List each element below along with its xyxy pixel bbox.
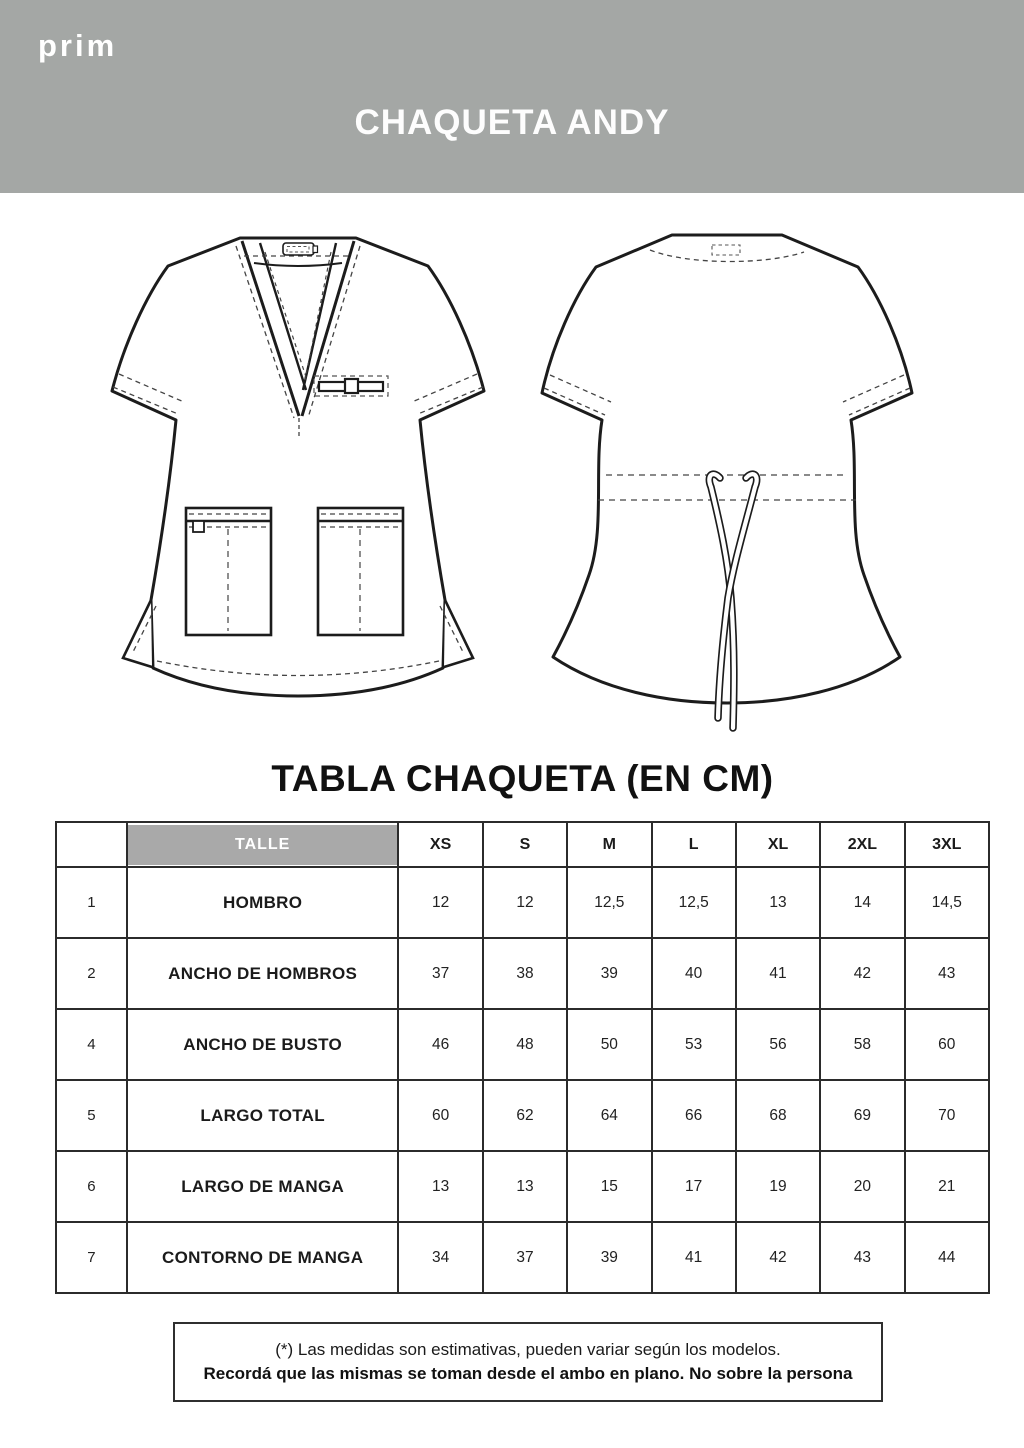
row-number: 6 <box>56 1151 127 1222</box>
measure-value: 43 <box>905 938 989 1009</box>
size-table <box>55 821 990 1294</box>
garment-front-illustration <box>103 230 507 708</box>
row-number: 1 <box>56 867 127 938</box>
measure-name: ANCHO DE BUSTO <box>127 1009 399 1080</box>
size-col-s: S <box>483 822 567 867</box>
table-row <box>56 1080 989 1151</box>
measure-value: 60 <box>398 1080 482 1151</box>
size-col-xl: XL <box>736 822 820 867</box>
measure-value: 62 <box>483 1080 567 1151</box>
measure-value: 42 <box>736 1222 820 1293</box>
page-header <box>0 0 1024 193</box>
table-row <box>56 1009 989 1080</box>
measure-value: 41 <box>652 1222 736 1293</box>
size-col-2xl: 2XL <box>820 822 904 867</box>
garment-back-drawing <box>538 230 916 732</box>
size-col-l: L <box>652 822 736 867</box>
measure-value: 70 <box>905 1080 989 1151</box>
table-row <box>56 867 989 938</box>
measure-value: 64 <box>567 1080 651 1151</box>
measure-value: 12,5 <box>567 867 651 938</box>
size-table-header-row <box>56 822 989 867</box>
measure-value: 66 <box>652 1080 736 1151</box>
measure-name: LARGO DE MANGA <box>127 1151 399 1222</box>
talle-label: TALLE <box>128 825 398 865</box>
measure-value: 15 <box>567 1151 651 1222</box>
measure-value: 40 <box>652 938 736 1009</box>
measure-value: 19 <box>736 1151 820 1222</box>
measure-value: 38 <box>483 938 567 1009</box>
measure-value: 37 <box>398 938 482 1009</box>
measure-value: 34 <box>398 1222 482 1293</box>
measure-value: 14,5 <box>905 867 989 938</box>
measure-value: 12,5 <box>652 867 736 938</box>
measure-value: 39 <box>567 938 651 1009</box>
row-number: 5 <box>56 1080 127 1151</box>
garment-back-illustration <box>538 230 916 732</box>
measure-value: 21 <box>905 1151 989 1222</box>
corner-cell <box>56 822 127 867</box>
table-row <box>56 938 989 1009</box>
measure-name: CONTORNO DE MANGA <box>127 1222 399 1293</box>
measure-value: 68 <box>736 1080 820 1151</box>
disclaimer-box <box>173 1322 883 1402</box>
measure-value: 58 <box>820 1009 904 1080</box>
measure-value: 17 <box>652 1151 736 1222</box>
page-title: CHAQUETA ANDY <box>354 103 670 142</box>
measure-value: 53 <box>652 1009 736 1080</box>
measure-name: ANCHO DE HOMBROS <box>127 938 399 1009</box>
measure-name: LARGO TOTAL <box>127 1080 399 1151</box>
measure-value: 13 <box>736 867 820 938</box>
measure-value: 44 <box>905 1222 989 1293</box>
table-row <box>56 1151 989 1222</box>
row-number: 4 <box>56 1009 127 1080</box>
row-number: 7 <box>56 1222 127 1293</box>
measure-value: 60 <box>905 1009 989 1080</box>
measure-value: 46 <box>398 1009 482 1080</box>
measure-value: 13 <box>398 1151 482 1222</box>
measure-value: 48 <box>483 1009 567 1080</box>
measure-value: 42 <box>820 938 904 1009</box>
measure-value: 12 <box>398 867 482 938</box>
measure-value: 13 <box>483 1151 567 1222</box>
measure-value: 43 <box>820 1222 904 1293</box>
measure-value: 39 <box>567 1222 651 1293</box>
measure-value: 37 <box>483 1222 567 1293</box>
size-col-xs: XS <box>398 822 482 867</box>
measure-value: 12 <box>483 867 567 938</box>
disclaimer-line-2: Recordá que las mismas se toman desde el ambo en plano. No sobre la persona <box>203 1364 853 1383</box>
talle-header-cell <box>127 822 399 867</box>
disclaimer-line-1: (*) Las medidas son estimativas, pueden variar según los modelos. <box>275 1340 781 1359</box>
row-number: 2 <box>56 938 127 1009</box>
brand-logo: prim <box>38 28 118 63</box>
measure-value: 41 <box>736 938 820 1009</box>
measure-value: 56 <box>736 1009 820 1080</box>
measure-value: 20 <box>820 1151 904 1222</box>
size-col-3xl: 3XL <box>905 822 989 867</box>
measure-value: 50 <box>567 1009 651 1080</box>
size-table-title: TABLA CHAQUETA (EN CM) <box>271 758 774 799</box>
garment-front-drawing <box>103 230 507 708</box>
table-row <box>56 1222 989 1293</box>
measure-value: 14 <box>820 867 904 938</box>
size-col-m: M <box>567 822 651 867</box>
measure-value: 69 <box>820 1080 904 1151</box>
measure-name: HOMBRO <box>127 867 399 938</box>
